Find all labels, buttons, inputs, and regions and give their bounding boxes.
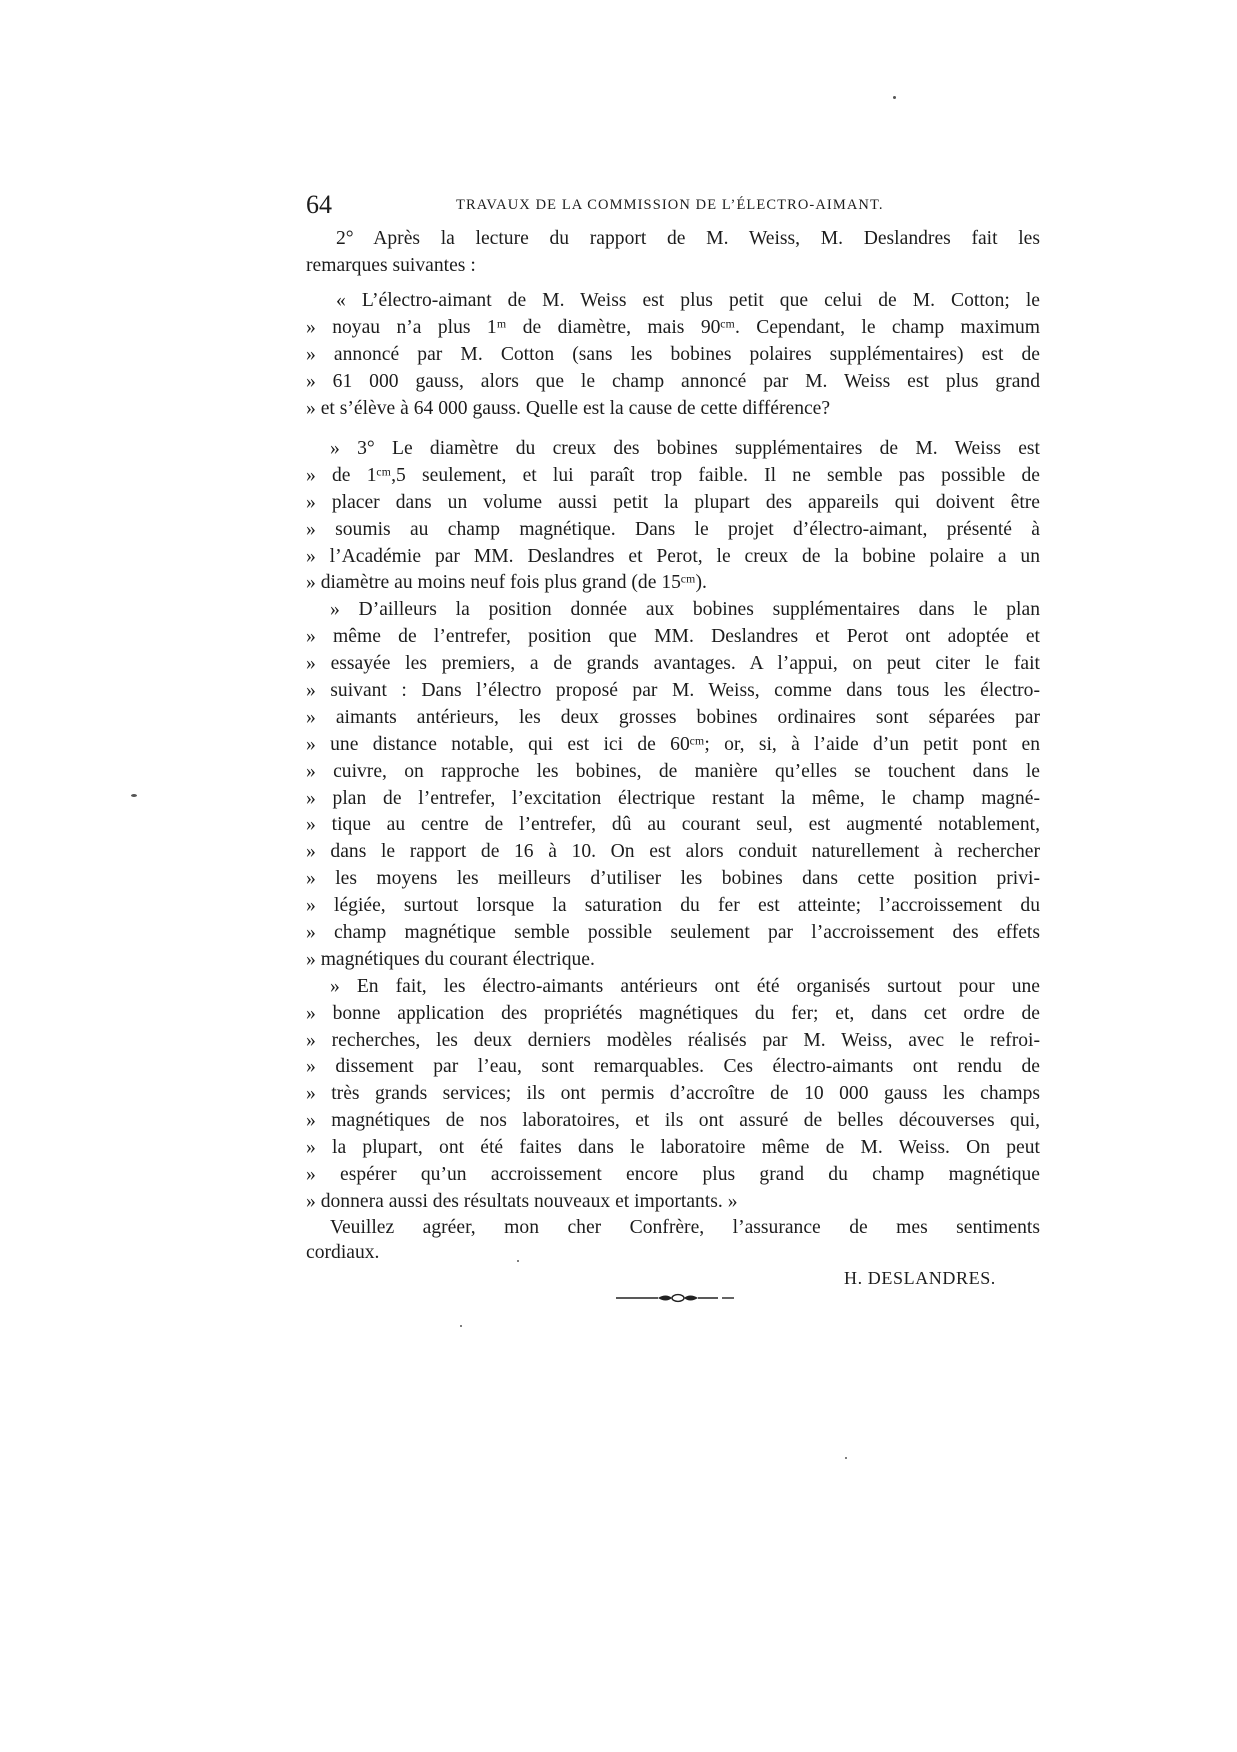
text-line: » tique au centre de l’entrefer, dû au courant seul, est augmenté notablement, (306, 814, 1040, 836)
text-line: » recherches, les deux derniers modèles réalisés par M. Weiss, avec le refroi- (306, 1029, 1040, 1051)
text-line: » l’Académie par MM. Deslandres et Perot, le creux de la bobine polaire a un (306, 545, 1040, 567)
scan-speck (131, 794, 137, 797)
text-line: » diamètre au moins neuf fois plus grand (de 15ᶜᵐ). (306, 572, 707, 594)
scan-speck (845, 1457, 847, 1459)
text-line: » bonne application des propriétés magnétiques du fer; et, dans cet ordre de (306, 1002, 1040, 1024)
intro-paragraph (306, 226, 1040, 280)
ornament-divider-icon (614, 1290, 736, 1306)
text-line: » essayée les premiers, a de grands avantages. A l’appui, on peut citer le fait (306, 653, 1040, 675)
quote-paragraph-1 (306, 288, 1040, 422)
closing-line: cordiaux. (306, 1242, 380, 1263)
text-line: » plan de l’entrefer, l’excitation électrique restant la même, le champ magné- (306, 787, 1040, 809)
text-line: » dissement par l’eau, sont remarquables. Ces électro-aimants ont rendu de (306, 1056, 1040, 1078)
text-line: » espérer qu’un accroissement encore plus grand du champ magnétique (306, 1164, 1040, 1186)
text-line: » magnétiques de nos laboratoires, et ils ont assuré de belles découverses qui, (306, 1110, 1040, 1132)
text-line: » noyau n’a plus 1ᵐ de diamètre, mais 90ᶜᵐ. Cependant, le champ maximum (306, 316, 1040, 338)
scan-speck (517, 1260, 519, 1262)
text-line: » magnétiques du courant électrique. (306, 948, 595, 970)
text-line: 2° Après la lecture du rapport de M. Weiss, M. Deslandres fait les (336, 228, 1040, 249)
signature: H. DESLANDRES. (844, 1268, 996, 1288)
text-line: » donnera aussi des résultats nouveaux et importants. » (306, 1190, 738, 1212)
text-line: » dans le rapport de 16 à 10. On est alors conduit naturellement à rechercher (306, 841, 1040, 863)
text-line: » très grands services; ils ont permis d’accroître de 10 000 gauss les champs (306, 1083, 1040, 1105)
text-line: remarques suivantes : (306, 254, 476, 276)
text-line: » placer dans un volume aussi petit la plupart des appareils qui doivent être (306, 491, 1040, 513)
text-line: » champ magnétique semble possible seulement par l’accroissement des effets (306, 922, 1040, 944)
text-line: » En fait, les électro-aimants antérieurs ont été organisés surtout pour une (330, 975, 1040, 997)
running-title: TRAVAUX DE LA COMMISSION DE L’ÉLECTRO-AIMANT. (456, 197, 884, 213)
text-line: » soumis au champ magnétique. Dans le projet d’électro-aimant, présenté à (306, 518, 1040, 540)
text-line: » suivant : Dans l’électro proposé par M. Weiss, comme dans tous les électro- (306, 680, 1040, 702)
page-number: 64 (306, 190, 332, 219)
scan-speck (893, 96, 896, 99)
text-line: « L’électro-aimant de M. Weiss est plus petit que celui de M. Cotton; le (336, 290, 1040, 311)
text-line: » annoncé par M. Cotton (sans les bobines polaires supplémentaires) est de (306, 343, 1040, 365)
text-line: » une distance notable, qui est ici de 60ᶜᵐ; or, si, à l’aide d’un petit pont en (306, 733, 1040, 755)
text-line: » 3° Le diamètre du creux des bobines supplémentaires de M. Weiss est (330, 438, 1040, 459)
text-line: » légiée, surtout lorsque la saturation du fer est atteinte; l’accroissement du (306, 895, 1040, 917)
text-line: » 61 000 gauss, alors que le champ annoncé par M. Weiss est plus grand (306, 370, 1040, 392)
text-line: » même de l’entrefer, position que MM. Deslandres et Perot ont adoptée et (306, 626, 1040, 648)
text-line: » D’ailleurs la position donnée aux bobines supplémentaires dans le plan (330, 599, 1040, 621)
page-header (306, 190, 1040, 220)
text-line: » la plupart, ont été faites dans le laboratoire même de M. Weiss. On peut (306, 1137, 1040, 1159)
text-line: » cuivre, on rapproche les bobines, de manière qu’elles se touchent dans le (306, 760, 1040, 782)
text-line: » aimants antérieurs, les deux grosses bobines ordinaires sont séparées par (306, 706, 1040, 728)
text-line: » et s’élève à 64 000 gauss. Quelle est la cause de cette différence? (306, 397, 831, 419)
closing-line: Veuillez agréer, mon cher Confrère, l’assurance de mes sentiments (330, 1217, 1040, 1238)
scan-speck (460, 1325, 462, 1327)
quote-paragraph-2 (306, 436, 1040, 1216)
text-line: » de 1ᶜᵐ,5 seulement, et lui paraît trop faible. Il ne semble pas possible de (306, 464, 1040, 486)
text-line: » les moyens les meilleurs d’utiliser les bobines dans cette position privi- (306, 868, 1040, 890)
